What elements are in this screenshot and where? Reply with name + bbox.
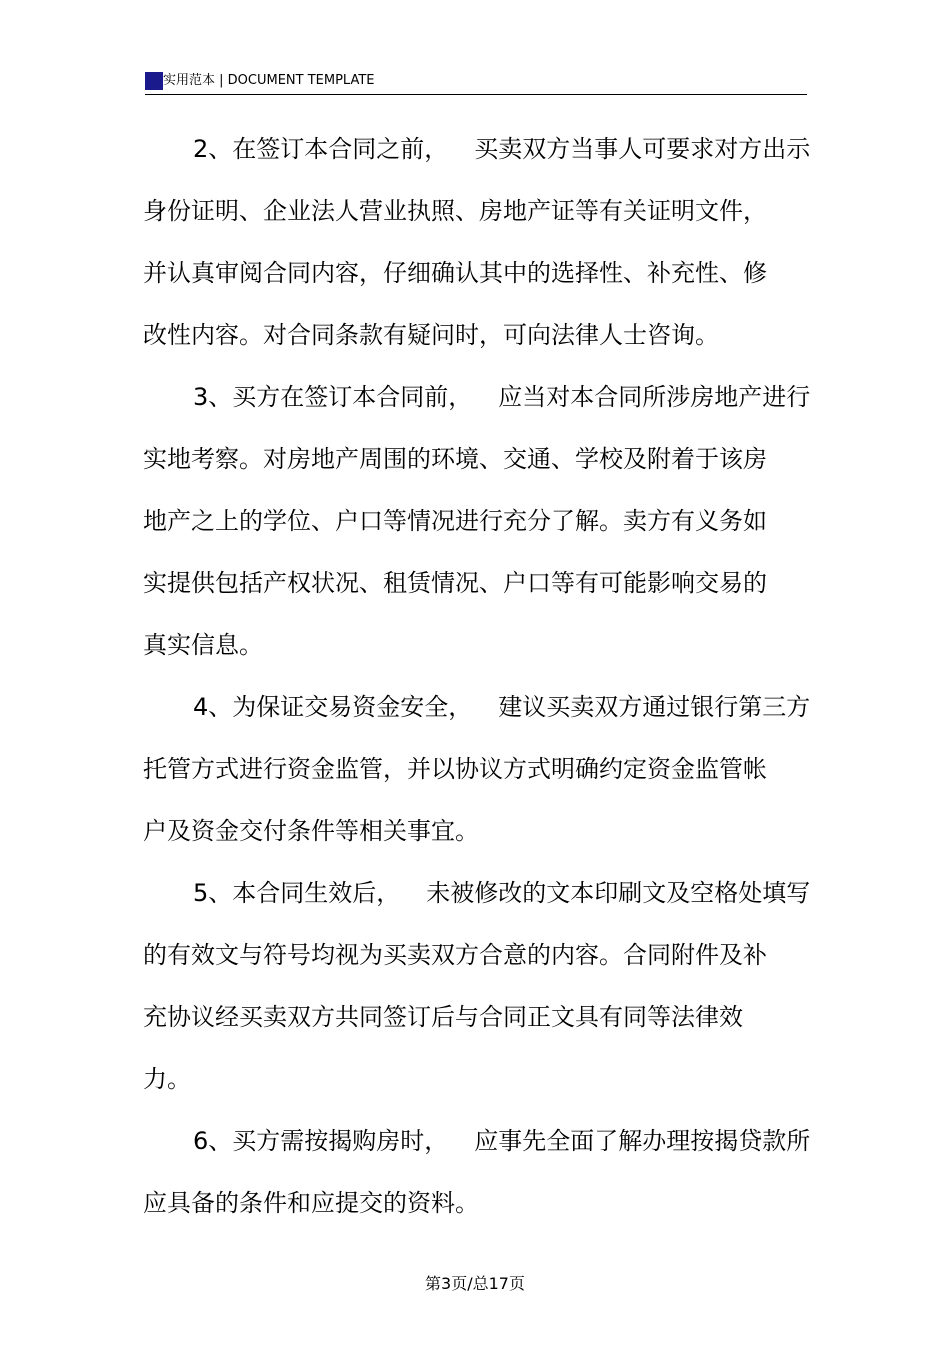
paragraph-line: 6、买方需按揭购房时， 应事先全面了解办理按揭贷款所 — [193, 1127, 811, 1155]
paragraph-line: 改性内容。对合同条款有疑问时，可向法律人士咨询。 — [143, 321, 719, 349]
paragraph-line: 实提供包括产权状况、租赁情况、户口等有可能影响交易的 — [143, 569, 767, 597]
paragraph-line: 实地考察。对房地产周围的环境、交通、学校及附着于该房 — [143, 445, 767, 473]
clause-3 — [143, 366, 811, 676]
paragraph-line: 充协议经买卖双方共同签订后与合同正文具有同等法律效 — [143, 1003, 743, 1031]
header-logo-mark — [145, 72, 163, 90]
paragraph-line: 地产之上的学位、户口等情况进行充分了解。卖方有义务如 — [143, 507, 767, 535]
paragraph-line: 应具备的条件和应提交的资料。 — [143, 1189, 479, 1217]
clause-2 — [143, 118, 811, 366]
paragraph-line: 真实信息。 — [143, 631, 263, 659]
paragraph-line: 托管方式进行资金监管，并以协议方式明确约定资金监管帐 — [143, 755, 767, 783]
paragraph-line: 4、为保证交易资金安全， 建议买卖双方通过银行第三方 — [193, 693, 811, 721]
clause-4 — [143, 676, 811, 862]
paragraph-line: 3、买方在签订本合同前， 应当对本合同所涉房地产进行 — [193, 383, 811, 411]
paragraph-line: 户及资金交付条件等相关事宜。 — [143, 817, 479, 845]
paragraph-line: 5、本合同生效后， 未被修改的文本印刷文及空格处填写 — [193, 879, 811, 907]
document-body — [143, 118, 811, 1234]
clause-6 — [143, 1110, 811, 1234]
paragraph-line: 的有效文与符号均视为买卖双方合意的内容。合同附件及补 — [143, 941, 767, 969]
page-header — [145, 70, 807, 95]
paragraph-line: 身份证明、企业法人营业执照、房地产证等有关证明文件， — [143, 197, 767, 225]
paragraph-line: 2、在签订本合同之前， 买卖双方当事人可要求对方出示 — [193, 135, 811, 163]
paragraph-line: 并认真审阅合同内容，仔细确认其中的选择性、补充性、修 — [143, 259, 767, 287]
clause-5 — [143, 862, 811, 1110]
header-text: 实用范本 | DOCUMENT TEMPLATE — [163, 73, 375, 88]
page-number: 第3页/总17页 — [425, 1274, 525, 1293]
paragraph-line: 力。 — [143, 1065, 191, 1093]
